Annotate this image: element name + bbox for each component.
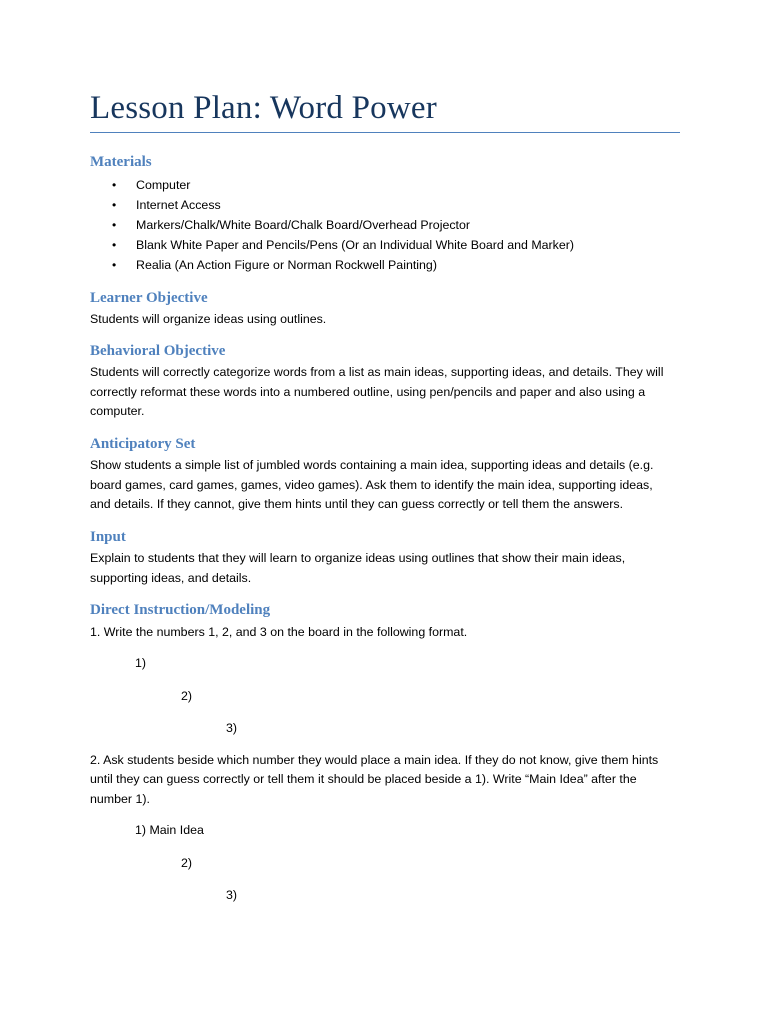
anticipatory-set-line: Show students a simple list of jumbled words containing a main idea, supporting ideas and details (e.g. <box>90 458 654 472</box>
learner-objective-text: Students will organize ideas using outlines. <box>90 312 327 326</box>
direct-instruction-step-2-line: until they can guess correctly or tell them it should be placed beside a 1). Write “Main Idea” after the <box>90 772 637 786</box>
title-underline <box>90 132 680 133</box>
input-heading: Input <box>90 529 126 545</box>
direct-instruction-step-2-line: number 1). <box>90 792 150 806</box>
anticipatory-set-line: and details. If they cannot, give them hints until they can guess correctly or tell them the answers. <box>90 497 624 511</box>
outline-number-2: 2) <box>181 689 193 703</box>
outline-number-3: 3) <box>226 721 238 735</box>
outline-number-1: 1) <box>135 656 147 670</box>
behavioral-objective-line: correctly reformat these words into a numbered outline, using pen/pencils and paper and also using a <box>90 385 646 399</box>
direct-instruction-step-2-line: 2. Ask students beside which number they would place a main idea. If they do not know, give them hints <box>90 753 659 767</box>
behavioral-objective-line: computer. <box>90 404 145 418</box>
outline-number-2: 2) <box>181 856 193 870</box>
list-item: • Blank White Paper and Pencils/Pens (Or an Individual White Board and Marker) <box>112 235 574 255</box>
page-title: Lesson Plan: Word Power <box>90 90 437 126</box>
outline-number-3: 3) <box>226 888 238 902</box>
outline-main-idea: 1) Main Idea <box>135 823 204 837</box>
bullet-icon: • <box>112 178 117 192</box>
anticipatory-set-heading: Anticipatory Set <box>90 436 196 452</box>
behavioral-objective-heading: Behavioral Objective <box>90 343 226 359</box>
bullet-icon: • <box>112 198 117 212</box>
list-item: • Computer <box>112 175 574 195</box>
direct-instruction-heading: Direct Instruction/Modeling <box>90 602 271 618</box>
input-line: supporting ideas, and details. <box>90 571 252 585</box>
list-item: • Internet Access <box>112 195 574 215</box>
learner-objective-heading: Learner Objective <box>90 290 208 306</box>
bullet-icon: • <box>112 258 117 272</box>
materials-heading: Materials <box>90 154 152 170</box>
list-item: • Markers/Chalk/White Board/Chalk Board/Overhead Projector <box>112 215 574 235</box>
anticipatory-set-line: board games, card games, games, video games). Ask them to identify the main idea, supporting ideas, <box>90 478 653 492</box>
input-line: Explain to students that they will learn to organize ideas using outlines that show their main ideas, <box>90 551 626 565</box>
bullet-icon: • <box>112 238 117 252</box>
list-item: • Realia (An Action Figure or Norman Rockwell Painting) <box>112 255 574 275</box>
materials-list <box>112 175 574 275</box>
bullet-icon: • <box>112 218 117 232</box>
behavioral-objective-line: Students will correctly categorize words from a list as main ideas, supporting ideas, and details. They will <box>90 365 664 379</box>
direct-instruction-step-1: 1. Write the numbers 1, 2, and 3 on the board in the following format. <box>90 625 468 639</box>
